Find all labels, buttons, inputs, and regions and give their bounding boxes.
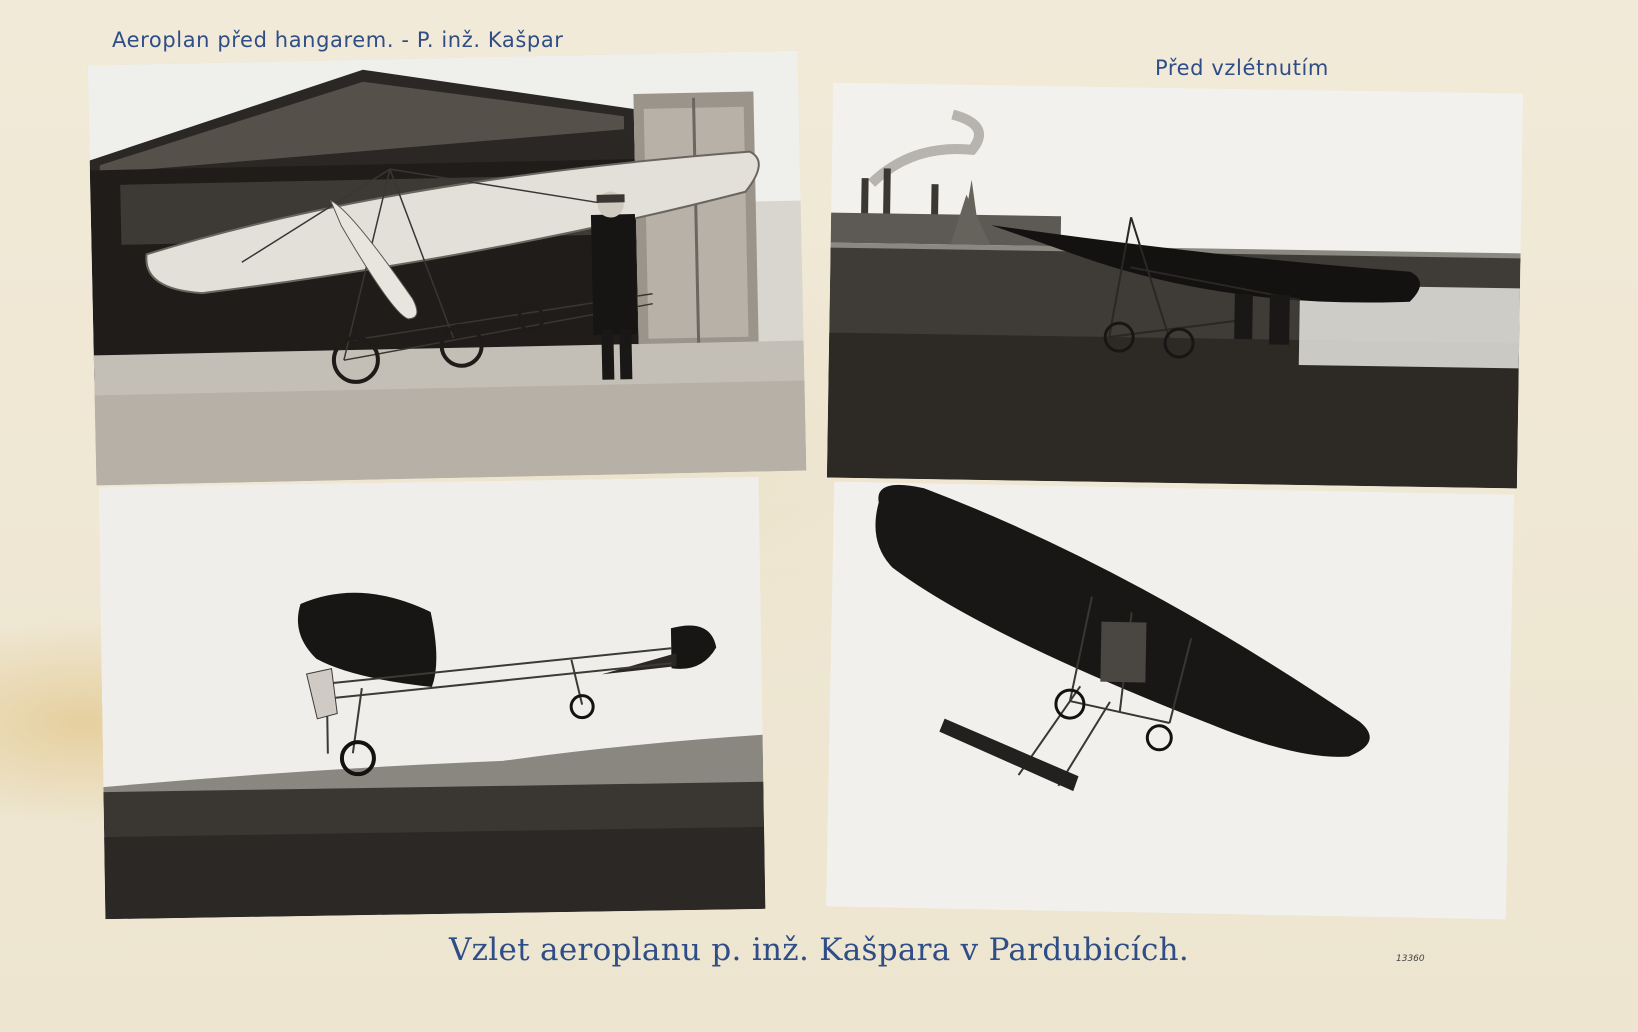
- photo-lifting-off: [99, 477, 766, 919]
- publisher-number: 13360: [1396, 954, 1425, 964]
- photo-returning: [826, 482, 1514, 920]
- photo-before-takeoff: [827, 83, 1523, 489]
- photo-aeroplane-before-hangar: [88, 51, 807, 486]
- photo-caption-before-takeoff: Před vzlétnutím: [1155, 56, 1329, 80]
- photo-caption-hangar: Aeroplan před hangarem. - P. inž. Kašpar: [112, 28, 564, 52]
- postcard-title: Vzlet aeroplanu p. inž. Kašpara v Pardubicích.: [448, 932, 1190, 968]
